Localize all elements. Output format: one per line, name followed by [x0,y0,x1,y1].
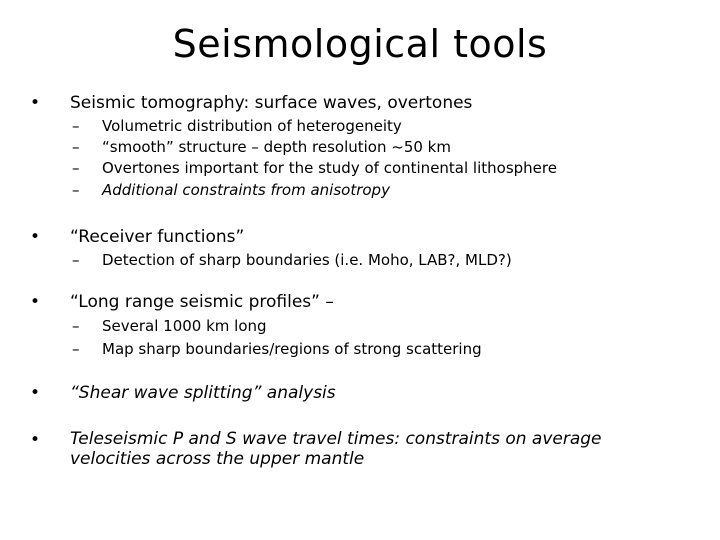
bullet-text: “Receiver functions” [70,227,245,247]
slide-title: Seismological tools [172,22,548,66]
sub-item-text: Volumetric distribution of heterogeneity [102,117,402,135]
bullet-icon: • [30,227,41,247]
dash-icon: – [72,159,80,177]
sub-item-text: Several 1000 km long [102,317,267,335]
dash-icon: – [72,117,80,135]
dash-icon: – [72,138,80,156]
bullet-icon: • [30,93,41,113]
dash-icon: – [72,340,80,358]
dash-icon: – [72,317,80,335]
bullet-text: Teleseismic P and S wave travel times: constraints on average velocities across the upper mantle [70,429,602,469]
bullet-icon: • [30,430,41,450]
bullet-text: “Shear wave splitting” analysis [70,383,336,403]
sub-item-text: Additional constraints from anisotropy [102,181,390,199]
bullet-icon: • [30,292,41,312]
sub-item-text: Map sharp boundaries/regions of strong scattering [102,340,482,358]
sub-item-text: Overtones important for the study of continental lithosphere [102,159,557,177]
dash-icon: – [72,251,80,269]
sub-item-text: “smooth” structure – depth resolution ~50 km [102,138,451,156]
sub-item-text: Detection of sharp boundaries (i.e. Moho, LAB?, MLD?) [102,251,512,269]
bullet-text: Seismic tomography: surface waves, overtones [70,93,473,113]
dash-icon: – [72,181,80,199]
bullet-text: “Long range seismic profiles” – [70,292,334,312]
bullet-icon: • [30,383,41,403]
